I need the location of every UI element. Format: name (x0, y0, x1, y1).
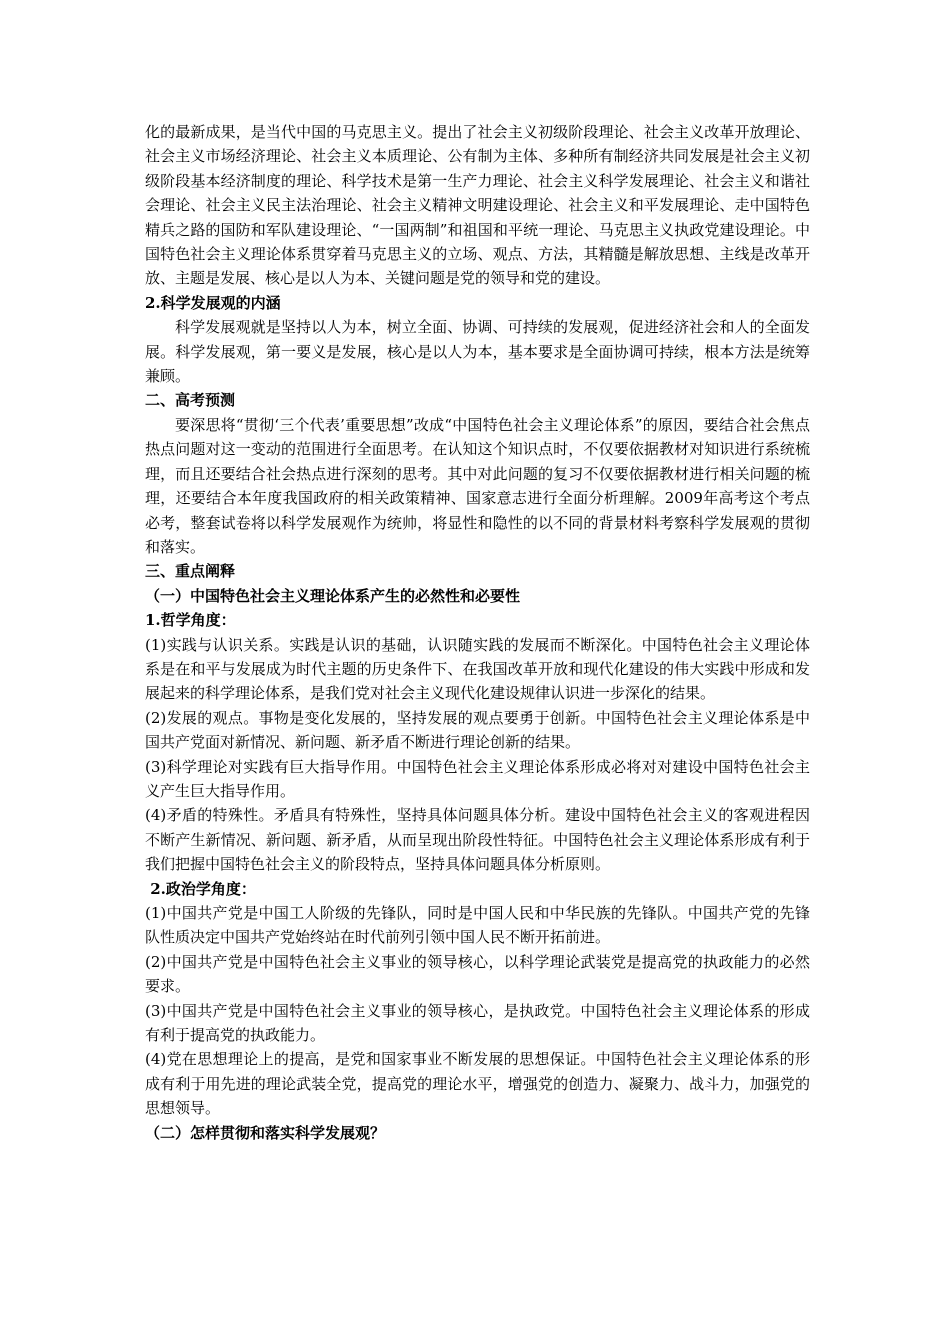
paragraph-politics-3: (3)中国共产党是中国特色社会主义事业的领导核心，是执政党。中国特色社会主义理论体系的形成有利于提高党的执政能力。 (145, 1001, 810, 1045)
heading-exam-prediction: 二、高考预测 (145, 391, 236, 410)
heading-philosophy-angle: 1.哲学角度： (145, 611, 236, 630)
paragraph-philosophy-1: (1)实践与认识关系。实践是认识的基础，认识随实践的发展而不断深化。中国特色社会主义理论体系是在和平与发展成为时代主题的历史条件下、在我国改革开放和现代化建设的伟大实践中形成和发展起来的科学理论体系，是我们党对社会主义现代化建设规律认识进一步深化的结果。 (145, 635, 810, 703)
heading-implementation: （二）怎样贯彻和落实科学发展观？ (145, 1123, 386, 1142)
paragraph-politics-4: (4)党在思想理论上的提高，是党和国家事业不断发展的思想保证。中国特色社会主义理论体系的形成有利于用先进的理论武装全党，提高党的理论水平，增强党的创造力、凝聚力、战斗力，加强党的思想领导。 (145, 1050, 810, 1118)
paragraph-scientific-outlook-definition: 科学发展观就是坚持以人为本，树立全面、协调、可持续的发展观，促进经济社会和人的全面发展。科学发展观，第一要义是发展，核心是以人为本，基本要求是全面协调可持续，根本方法是统筹兼顾。 (145, 318, 810, 386)
paragraph-philosophy-4: (4)矛盾的特殊性。矛盾具有特殊性，坚持具体问题具体分析。建设中国特色社会主义的客观进程因不断产生新情况、新问题、新矛盾，从而呈现出阶段性特征。中国特色社会主义理论体系形成有利于我们把握中国特色社会主义的阶段特点，坚持具体问题具体分析原则。 (145, 806, 810, 874)
paragraph-theory-system: 化的最新成果，是当代中国的马克思主义。提出了社会主义初级阶段理论、社会主义改革开放理论、社会主义市场经济理论、社会主义本质理论、公有制为主体、多种所有制经济共同发展是社会主义初级阶段基本经济制度的理论、科学技术是第一生产力理论、社会主义科学发展理论、社会主义和谐社会理论、社会主义民主法治理论、社会主义精神文明建设理论、社会主义和平发展理论、走中国特色精兵之路的国防和军队建设理论、“一国两制”和祖国和平统一理论、马克思主义执政党建设理论。中国特色社会主义理论体系贯穿着马克思主义的立场、观点、方法，其精髓是解放思想、主线是改革开放、主题是发展、核心是以人为本、关键问题是党的领导和党的建设。 (145, 123, 810, 288)
paragraph-exam-prediction: 要深思将“贯彻‘三个代表’重要思想”改成“中国特色社会主义理论体系”的原因，要结合社会焦点热点问题对这一变动的范围进行全面思考。在认知这个知识点时，不仅要依据教材对知识进行系统梳理，而且还要结合社会热点进行深刻的思考。其中对此问题的复习不仅要依据教材进行相关问题的梳理，还要结合本年度我国政府的相关政策精神、国家意志进行全面分析理解。2009年高考这个考点必考，整套试卷将以科学发展观作为统帅，将显性和隐性的以不同的背景材料考察科学发展观的贯彻和落实。 (145, 415, 810, 556)
heading-necessity: （一）中国特色社会主义理论体系产生的必然性和必要性 (145, 586, 521, 605)
heading-politics-angle: 2.政治学角度： (145, 879, 256, 898)
paragraph-philosophy-3: (3)科学理论对实践有巨大指导作用。中国特色社会主义理论体系形成必将对对建设中国特色社会主义产生巨大指导作用。 (145, 757, 810, 800)
paragraph-politics-1: (1)中国共产党是中国工人阶级的先锋队，同时是中国人民和中华民族的先锋队。中国共产党的先锋队性质决定中国共产党始终站在时代前列引领中国人民不断开拓前进。 (145, 904, 810, 947)
heading-scientific-outlook-meaning: 2.科学发展观的内涵 (145, 293, 281, 312)
paragraph-politics-2: (2)中国共产党是中国特色社会主义事业的领导核心，以科学理论武装党是提高党的执政能力的必然要求。 (145, 952, 810, 996)
heading-key-explanation: 三、重点阐释 (145, 562, 236, 581)
paragraph-philosophy-2: (2)发展的观点。事物是变化发展的，坚持发展的观点要勇于创新。中国特色社会主义理论体系是中国共产党面对新情况、新问题、新矛盾不断进行理论创新的结果。 (145, 708, 810, 752)
document-body (145, 120, 810, 1145)
